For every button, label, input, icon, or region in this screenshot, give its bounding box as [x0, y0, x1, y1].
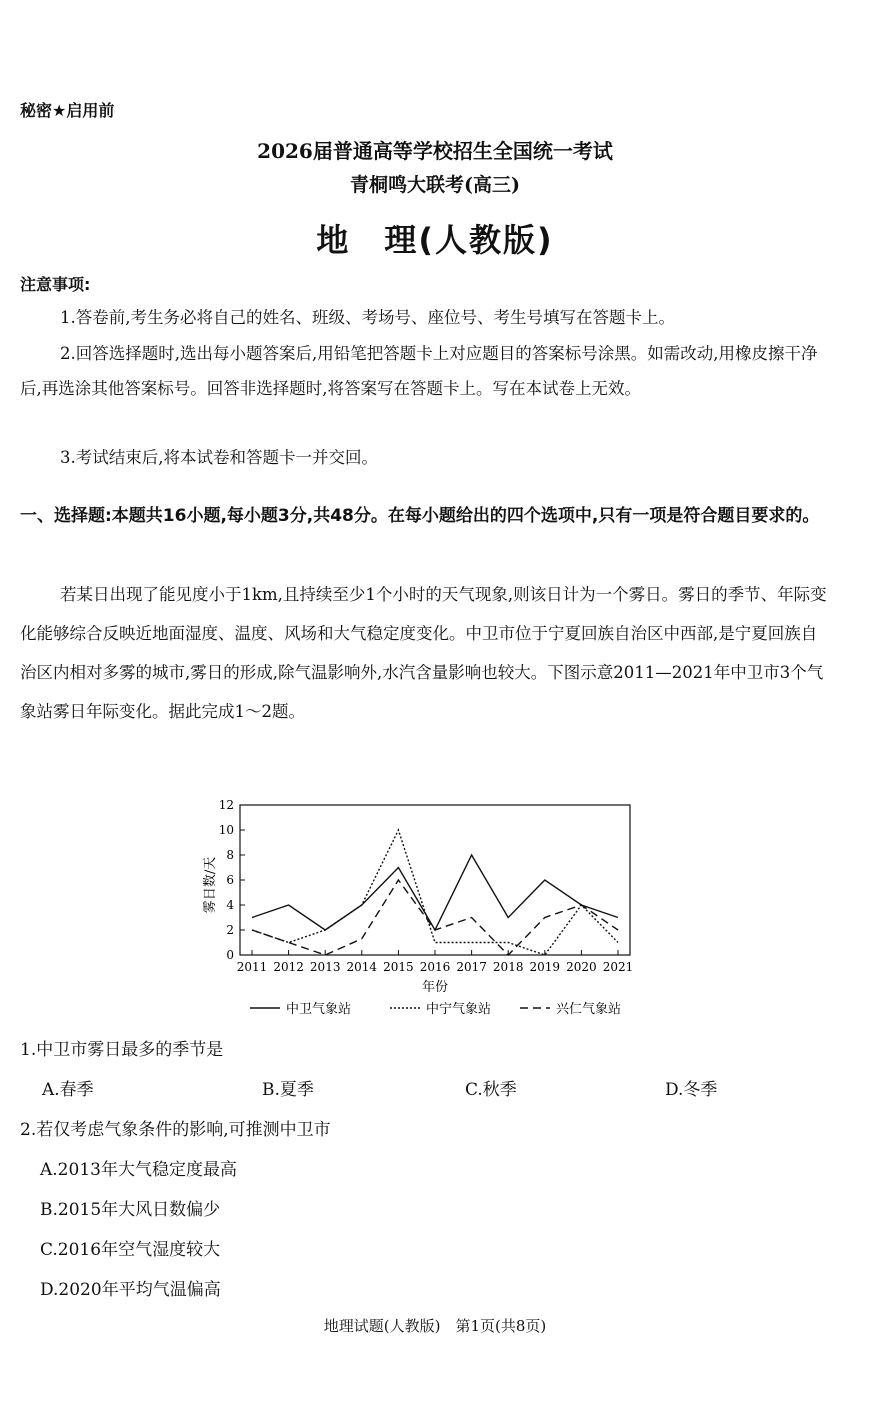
x-tick-label: 2012: [273, 960, 304, 974]
y-tick-label: 10: [218, 823, 234, 837]
x-tick-label: 2011: [236, 960, 268, 974]
confidential-label: 秘密★启用前: [20, 101, 115, 120]
q1-option-c[interactable]: C.秋季: [465, 1080, 517, 1100]
x-tick-label: 2013: [309, 960, 341, 974]
x-tick-label: 2020: [566, 960, 597, 974]
q1-option-d[interactable]: D.冬季: [665, 1080, 718, 1100]
q2-option-d[interactable]: D.2020年平均气温偏高: [40, 1280, 221, 1300]
notice-item-1: 1.答卷前,考生务必将自己的姓名、班级、考场号、座位号、考生号填写在答题卡上。: [60, 308, 675, 327]
question-1-stem: 1.中卫市雾日最多的季节是: [20, 1040, 224, 1060]
legend-label: 中卫气象站: [286, 1002, 352, 1017]
y-tick-label: 6: [226, 873, 234, 887]
passage-text: 若某日出现了能见度小于1km,且持续至少1个小时的天气现象,则该日计为一个雾日。雾日的季节、年际变化能够综合反映近地面湿度、温度、风场和大气稳定度变化。中卫市位于宁夏回族自治区中西部,是宁夏回族自治区内相对多雾的城市,雾日的形成,除气温影响外,水汽含量影响也较大。下图示意2011—2021年中卫市3个气象站雾日年际变化。据此完成1～2题。: [20, 585, 827, 721]
page-footer: 地理试题(人教版) 第1页(共8页): [323, 1317, 547, 1335]
x-axis-label: 年份: [421, 980, 449, 995]
y-axis-label: 雾日数/天: [203, 856, 218, 914]
notice-title: 注意事项:: [20, 275, 91, 294]
notice-item-3: 3.考试结束后,将本试卷和答题卡一并交回。: [60, 448, 378, 467]
x-tick-label: 2019: [529, 960, 561, 974]
question-2-stem: 2.若仅考虑气象条件的影响,可推测中卫市: [20, 1120, 331, 1140]
y-tick-label: 0: [226, 948, 234, 962]
legend-label: 兴仁气象站: [556, 1002, 622, 1017]
plot-frame: [240, 805, 630, 955]
x-tick-label: 2016: [419, 960, 451, 974]
exam-title: 2026届普通高等学校招生全国统一考试: [257, 139, 613, 163]
fog-days-chart: [190, 790, 670, 1030]
legend-label: 中宁气象站: [426, 1002, 492, 1017]
x-tick-label: 2017: [456, 960, 487, 974]
y-tick-label: 8: [226, 848, 234, 862]
notice-item-2: 2.回答选择题时,选出每小题答案后,用铅笔把答题卡上对应题目的答案标号涂黑。如需改动,用橡皮擦干净后,再选涂其他答案标号。回答非选择题时,将答案写在答题卡上。写在本试卷上无效。: [20, 344, 818, 398]
x-tick-label: 2021: [602, 960, 634, 974]
exam-subtitle: 青桐鸣大联考(高三): [350, 174, 520, 196]
x-tick-label: 2014: [346, 960, 378, 974]
subject-title: 地 理(人教版): [316, 221, 554, 259]
y-tick-label: 12: [218, 798, 234, 812]
q2-option-b[interactable]: B.2015年大风日数偏少: [40, 1200, 221, 1220]
y-tick-label: 4: [226, 898, 234, 912]
y-tick-label: 2: [226, 923, 234, 937]
x-tick-label: 2015: [383, 960, 414, 974]
x-tick-label: 2018: [492, 960, 524, 974]
q1-option-b[interactable]: B.夏季: [262, 1080, 314, 1100]
q2-option-a[interactable]: A.2013年大气稳定度最高: [40, 1160, 237, 1180]
q2-option-c[interactable]: C.2016年空气湿度较大: [40, 1240, 221, 1260]
series-line-1: [252, 855, 618, 930]
q1-option-a[interactable]: A.春季: [42, 1080, 94, 1100]
section-heading: 一、选择题:本题共16小题,每小题3分,共48分。在每小题给出的四个选项中,只有一项是符合题目要求的。: [20, 506, 820, 526]
